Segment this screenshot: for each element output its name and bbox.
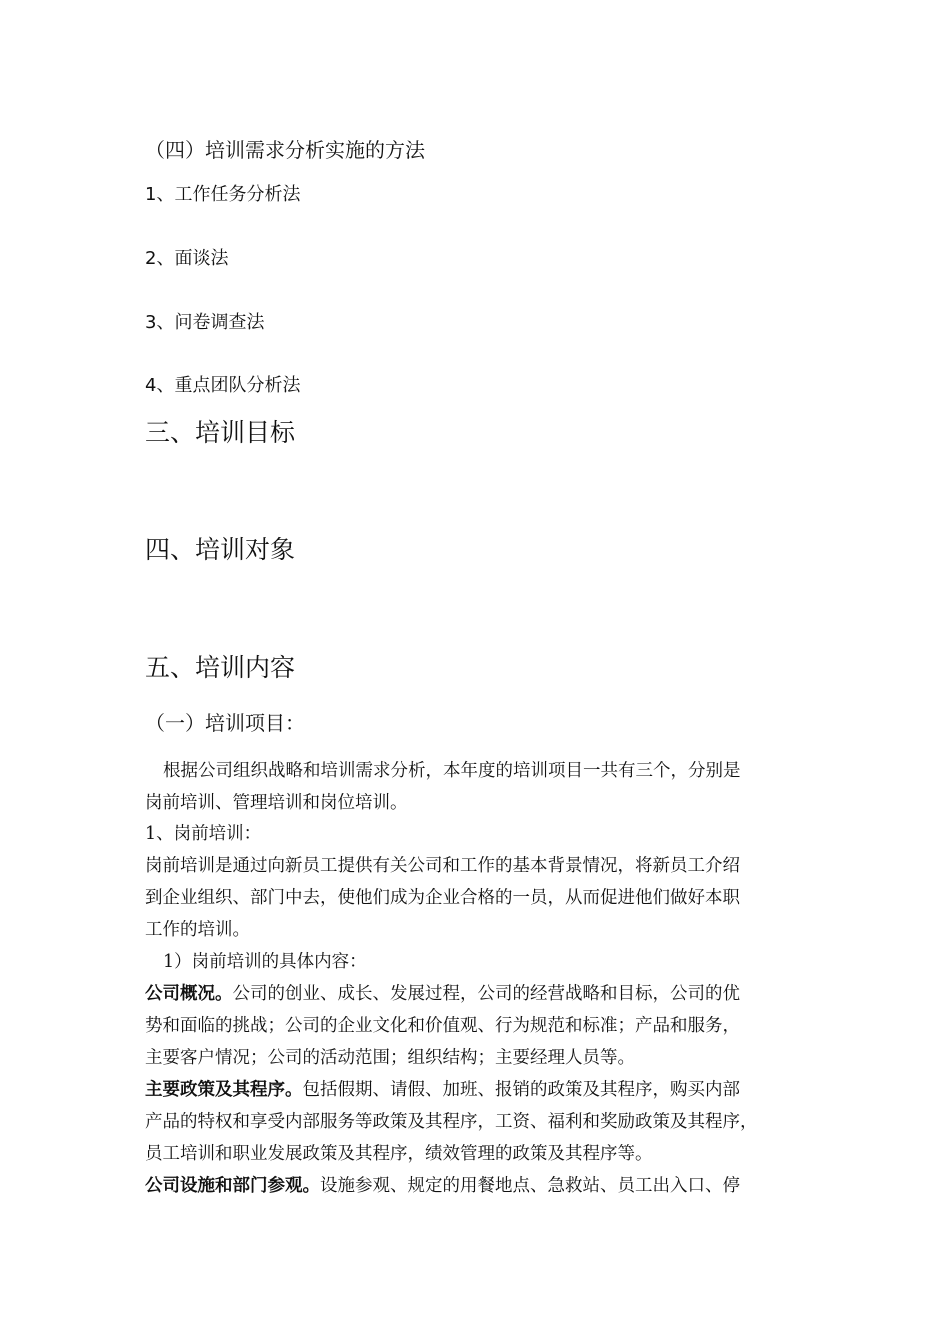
facility-line-1 bbox=[145, 1178, 740, 1196]
overview-label: 公司概况。 bbox=[145, 984, 233, 1004]
item1-title: 1、岗前培训： bbox=[145, 824, 262, 844]
overview-text-1: 公司的创业、成长、发展过程，公司的经营战略和目标，公司的优 bbox=[232, 984, 740, 1004]
policy-line-2: 产品的特权和享受内部服务等政策及其程序，工资、福利和奖励政策及其程序， bbox=[145, 1112, 758, 1132]
subheading-training-projects: （一）培训项目： bbox=[145, 711, 305, 735]
policy-line-1 bbox=[145, 1082, 740, 1100]
method-item-1: 1、工作任务分析法 bbox=[145, 184, 301, 205]
method-item-4: 4、重点团队分析法 bbox=[145, 375, 301, 396]
heading-training-target: 四、培训对象 bbox=[145, 535, 296, 564]
overview-line-1 bbox=[145, 986, 740, 1004]
overview-line-3: 主要客户情况；公司的活动范围；组织结构；主要经理人员等。 bbox=[145, 1048, 635, 1068]
method-item-2: 2、面谈法 bbox=[145, 248, 229, 269]
item1-desc-line-3: 工作的培训。 bbox=[145, 920, 250, 940]
intro-line-2: 岗前培训、管理培训和岗位培训。 bbox=[145, 793, 408, 813]
method-item-3: 3、问卷调查法 bbox=[145, 312, 265, 333]
heading-training-goal: 三、培训目标 bbox=[145, 418, 296, 447]
item1-subtitle: 1）岗前培训的具体内容： bbox=[163, 952, 367, 972]
policy-text-1: 包括假期、请假、加班、报销的政策及其程序，购买内部 bbox=[302, 1080, 740, 1100]
overview-line-2: 势和面临的挑战；公司的企业文化和价值观、行为规范和标准；产品和服务， bbox=[145, 1016, 740, 1036]
facility-label: 公司设施和部门参观。 bbox=[145, 1176, 320, 1196]
heading-training-content: 五、培训内容 bbox=[145, 653, 296, 682]
item1-desc-line-2: 到企业组织、部门中去，使他们成为企业合格的一员，从而促进他们做好本职 bbox=[145, 888, 740, 908]
facility-text-1: 设施参观、规定的用餐地点、急救站、员工出入口、停 bbox=[320, 1176, 740, 1196]
section-heading-methods: （四）培训需求分析实施的方法 bbox=[145, 138, 425, 162]
intro-line-1: 根据公司组织战略和培训需求分析，本年度的培训项目一共有三个，分别是 bbox=[163, 761, 741, 781]
item1-desc-line-1: 岗前培训是通过向新员工提供有关公司和工作的基本背景情况，将新员工介绍 bbox=[145, 856, 740, 876]
policy-line-3: 员工培训和职业发展政策及其程序，绩效管理的政策及其程序等。 bbox=[145, 1144, 653, 1164]
policy-label: 主要政策及其程序。 bbox=[145, 1080, 303, 1100]
